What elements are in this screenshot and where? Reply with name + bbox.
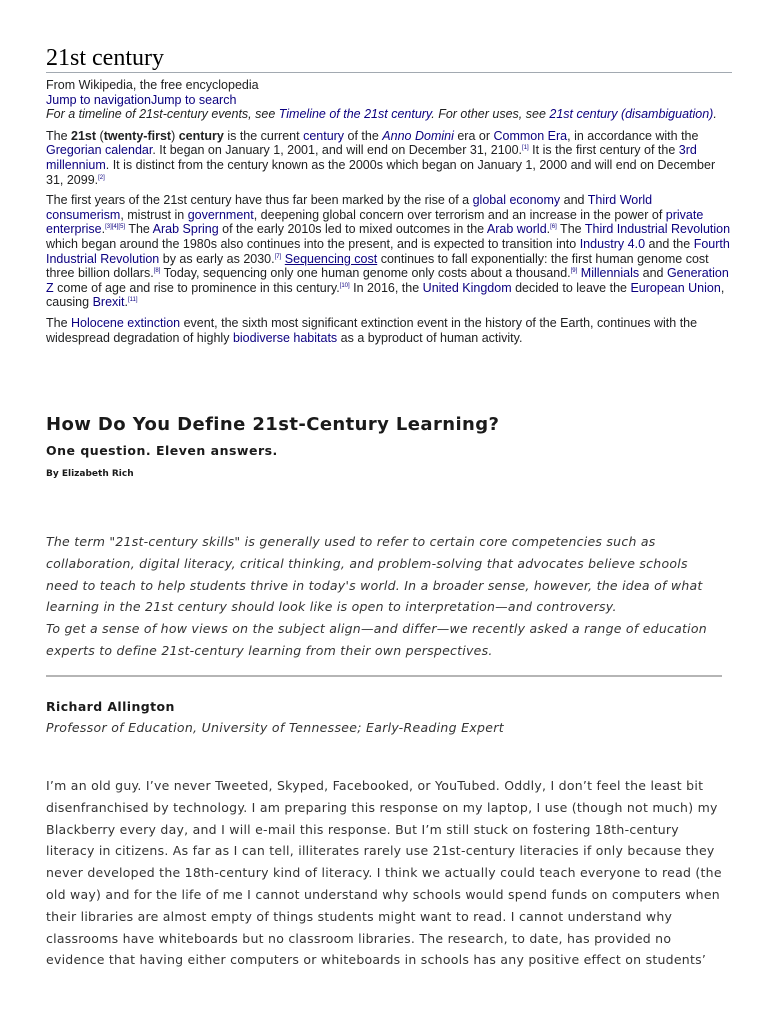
bold-term: century bbox=[178, 128, 224, 143]
response-paragraph: I’m an old guy. I’ve never Tweeted, Skyped, Facebooked, or YouTubed. Oddly, I don’t feel the least bit disenfranchised by technology. I am preparing this response on my laptop, I use (though not much) my Blackberry every day, and I will e-mail this response. But I’m still stuck on fostering 18th-century literacy in citizens. As far as I can tell, illiterates rarely use 21st-century literacies if only because they never developed the 18th-century kind of literacy. I think we actually could teach everyone to read (the old way) and for the life of me I cannot understand why schools would spend funds on computers when their libraries are almost empty of things students might want to read. I cannot understand why classrooms have whiteboards but no classroom libraries. The research, to date, has provided no evidence that having either computers or whiteboards in schools has any positive effect on students’ bbox=[46, 778, 722, 968]
text: by as early as 2030. bbox=[159, 251, 275, 266]
holocene-extinction-link[interactable]: Holocene extinction bbox=[71, 315, 181, 330]
citation-10[interactable]: [10] bbox=[339, 282, 350, 289]
citation-2[interactable]: [2] bbox=[98, 174, 105, 181]
text: . bbox=[101, 222, 106, 237]
wiki-paragraph-3 bbox=[46, 316, 732, 345]
government-link[interactable]: government bbox=[187, 207, 254, 222]
citation-9[interactable]: [9] bbox=[570, 267, 578, 274]
hatnote-text: For a timeline of 21st-century events, see bbox=[46, 107, 279, 122]
millennials-link[interactable]: Millennials bbox=[580, 266, 640, 281]
arab-world-link[interactable]: Arab world bbox=[486, 222, 547, 237]
text: In 2016, the bbox=[349, 280, 423, 295]
text: decided to leave the bbox=[511, 280, 631, 295]
text: is the current bbox=[223, 128, 304, 143]
citation-3-5[interactable]: [3][4][5] bbox=[105, 224, 126, 231]
text: event, the sixth most significant extinction event in the history of the Earth, continues with the widespread degradation of highly bbox=[46, 315, 698, 345]
citation-11[interactable]: [11] bbox=[128, 297, 138, 304]
citation-8[interactable]: [8] bbox=[153, 267, 161, 274]
fourth-industrial-revolution-link[interactable]: Fourth Industrial Revolution bbox=[46, 236, 730, 266]
respondent-name: Richard Allington bbox=[46, 699, 175, 714]
text: The bbox=[46, 315, 72, 330]
gregorian-calendar-link[interactable]: Gregorian calendar bbox=[46, 143, 153, 158]
page-title: 21st century bbox=[46, 44, 732, 73]
text: and bbox=[639, 266, 667, 281]
text: and bbox=[560, 193, 588, 208]
arab-spring-link[interactable]: Arab Spring bbox=[152, 222, 219, 237]
wiki-paragraph-1 bbox=[46, 129, 732, 187]
citation-7[interactable]: [7] bbox=[274, 253, 282, 260]
united-kingdom-link[interactable]: United Kingdom bbox=[422, 280, 512, 295]
text: The first years of the 21st century have thus far been marked by the rise of a bbox=[46, 193, 473, 208]
response-text bbox=[46, 775, 726, 971]
text: , deepening global concern over terrorism and an increase in the power of bbox=[253, 207, 666, 222]
tagline: From Wikipedia, the free encyclopedia bbox=[46, 78, 259, 92]
wiki-article bbox=[46, 44, 732, 345]
global-economy-link[interactable]: global economy bbox=[472, 193, 561, 208]
industry-4-link[interactable]: Industry 4.0 bbox=[579, 236, 646, 251]
text: . It began on January 1, 2001, and will end on December 31, 2100. bbox=[152, 143, 523, 158]
text: ) bbox=[171, 128, 179, 143]
sequencing-cost-link[interactable]: Sequencing cost bbox=[284, 251, 378, 266]
timeline-link[interactable]: Timeline of the 21st century bbox=[278, 107, 432, 122]
third-world-consumerism-link[interactable]: Third World consumerism bbox=[46, 193, 653, 222]
article-byline: By Elizabeth Rich bbox=[46, 469, 134, 479]
third-industrial-revolution-link[interactable]: Third Industrial Revolution bbox=[584, 222, 731, 237]
text: , mistrust in bbox=[120, 207, 188, 222]
citation-1[interactable]: [1] bbox=[522, 145, 529, 152]
wiki-paragraph-2 bbox=[46, 193, 732, 310]
private-enterprise-link[interactable]: private enterprise bbox=[46, 207, 704, 237]
text: of the bbox=[344, 128, 383, 143]
text: and the bbox=[645, 236, 694, 251]
hatnote-text: . bbox=[713, 107, 717, 122]
text: ( bbox=[96, 128, 104, 143]
jump-to-navigation-link[interactable]: Jump to navigation bbox=[46, 92, 151, 107]
brexit-link[interactable]: Brexit bbox=[92, 295, 125, 310]
common-era-link[interactable]: Common Era bbox=[493, 128, 568, 143]
jump-links bbox=[46, 93, 732, 108]
text: The bbox=[125, 222, 153, 237]
article-intro bbox=[46, 531, 722, 662]
bold-term: 21st bbox=[71, 128, 97, 143]
text: , causing bbox=[46, 280, 725, 310]
citation-6[interactable]: [6] bbox=[550, 224, 557, 231]
text: . bbox=[124, 295, 128, 310]
text: . bbox=[546, 222, 551, 237]
hatnote-text: . For other uses, see bbox=[431, 107, 550, 122]
jump-to-search-link[interactable]: Jump to search bbox=[150, 92, 237, 107]
european-union-link[interactable]: European Union bbox=[630, 280, 721, 295]
anno-domini-link[interactable]: Anno Domini bbox=[382, 128, 454, 143]
text: Today, sequencing only one human genome only costs about a thousand. bbox=[160, 266, 571, 281]
intro-paragraph-1: The term "21st-century skills" is generally used to refer to certain core competencies such as collaboration, digital literacy, critical thinking, and problem-solving that advocates believe schools need to teach to help students thrive in today's world. In a broader sense, however, the idea of what learning in the 21st century should look like is open to interpretation—and controversy. bbox=[46, 534, 703, 615]
generation-z-link[interactable]: Generation Z bbox=[46, 266, 729, 295]
section-divider bbox=[46, 675, 722, 677]
article-subtitle: One question. Eleven answers. bbox=[46, 443, 278, 458]
respondent-role: Professor of Education, University of Tennessee; Early-Reading Expert bbox=[46, 720, 504, 735]
text: as a byproduct of human activity. bbox=[337, 330, 523, 345]
text: . It is distinct from the century known as the 2000s which began on January 1, 2000 and will end on December 31, 2099. bbox=[46, 157, 716, 187]
article-title: How Do You Define 21st-Century Learning? bbox=[46, 414, 500, 435]
text: , in accordance with the bbox=[567, 128, 699, 143]
text: of the early 2010s led to mixed outcomes in the bbox=[218, 222, 487, 237]
biodiverse-habitats-link[interactable]: biodiverse habitats bbox=[232, 330, 338, 345]
disambiguation-link[interactable]: 21st century (disambiguation) bbox=[549, 107, 714, 122]
bold-term: twenty-first bbox=[103, 128, 172, 143]
intro-paragraph-2: To get a sense of how views on the subject align—and differ—we recently asked a range of education experts to define 21st-century learning from their own perspectives. bbox=[46, 621, 707, 658]
text: come of age and rise to prominence in this century. bbox=[53, 280, 340, 295]
hatnote bbox=[46, 107, 732, 122]
text: which began around the 1980s also continues into the present, and is expected to transition into bbox=[46, 236, 580, 251]
century-link[interactable]: century bbox=[303, 128, 345, 143]
text: era or bbox=[453, 128, 494, 143]
text: continues to fall exponentially: the first human genome cost three billion dollars. bbox=[46, 251, 709, 281]
text: The bbox=[46, 128, 72, 143]
text: It is the first century of the bbox=[528, 143, 679, 158]
text: The bbox=[556, 222, 585, 237]
3rd-millennium-link[interactable]: 3rd millennium bbox=[46, 143, 697, 172]
